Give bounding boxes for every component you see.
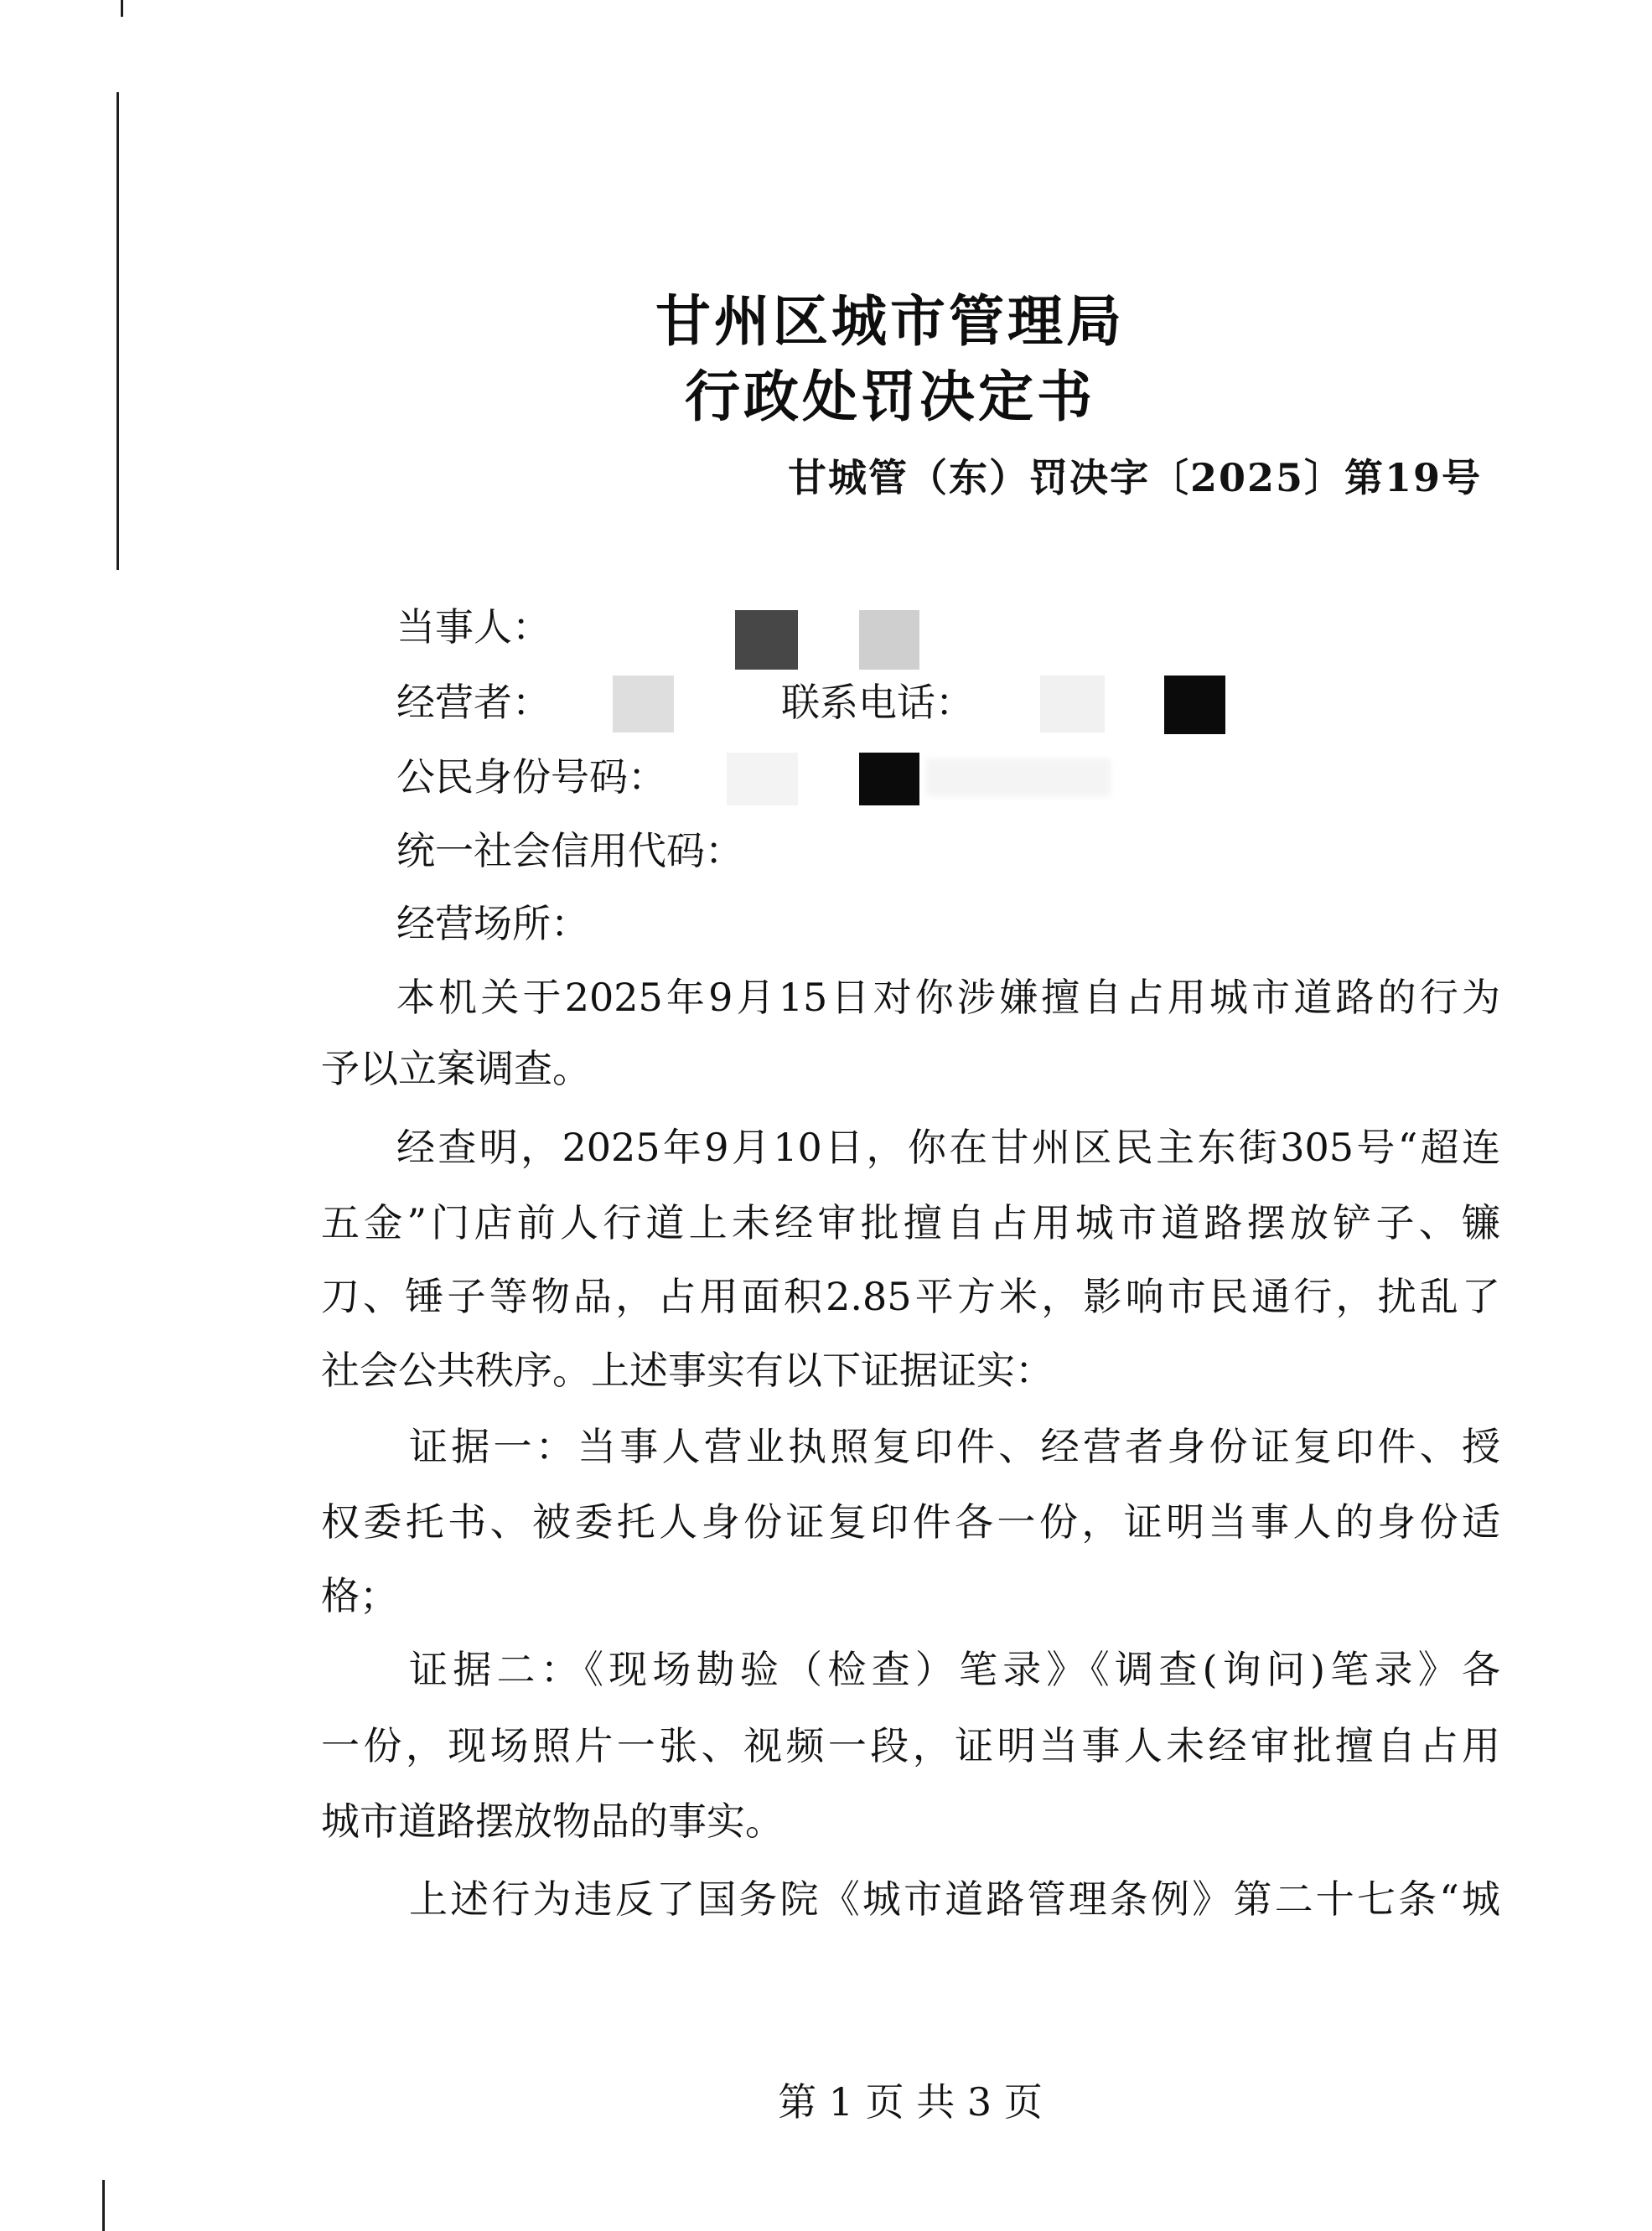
phone-label: 联系电话： — [781, 680, 974, 725]
scan-edge-line-left — [117, 92, 119, 570]
redaction-block-operator — [613, 676, 674, 732]
evidence-2-line: 城市道路摆放物品的事实。 — [321, 1799, 784, 1844]
operator-label: 经营者： — [396, 680, 551, 725]
premises-label: 经营场所： — [396, 901, 589, 946]
findings-line: 刀、锤子等物品，占用面积2.85平方米，影响市民通行，扰乱了 — [321, 1274, 1500, 1319]
redaction-block-party-2 — [859, 610, 919, 670]
redaction-blur-id — [926, 758, 1111, 796]
citizen-id-label: 公民身份号码： — [396, 754, 666, 800]
redaction-block-party-1 — [735, 610, 798, 670]
page-indicator: 第 1 页 共 3 页 — [778, 2079, 1043, 2125]
evidence-2-line: 一份，现场照片一张、视频一段，证明当事人未经审批擅自占用 — [321, 1723, 1500, 1768]
evidence-1-line: 证据一：当事人营业执照复印件、经营者身份证复印件、授 — [409, 1424, 1500, 1469]
redaction-block-id-2 — [859, 753, 919, 805]
case-filing-line: 予以立案调查。 — [321, 1046, 591, 1091]
case-filing-line: 本机关于2025年9月15日对你涉嫌擅自占用城市道路的行为 — [396, 975, 1500, 1020]
evidence-2-line: 证据二：《现场勘验（检查）笔录》《调查(询问)笔录》各 — [409, 1647, 1500, 1692]
redaction-block-phone-1 — [1040, 676, 1105, 732]
scan-edge-line-top — [121, 0, 123, 17]
credit-code-label: 统一社会信用代码： — [396, 828, 743, 873]
document-type-title: 行政处罚决定书 — [685, 364, 1095, 429]
scan-edge-line-bottom — [102, 2180, 105, 2231]
redaction-block-id-1 — [727, 753, 798, 805]
findings-line: 社会公共秩序。上述事实有以下证据证实： — [321, 1348, 1054, 1393]
evidence-1-line: 权委托书、被委托人身份证复印件各一份，证明当事人的身份适 — [321, 1499, 1500, 1545]
findings-line: 五金”门店前人行道上未经审批擅自占用城市道路摆放铲子、镰 — [321, 1200, 1500, 1245]
redaction-block-phone-2 — [1164, 676, 1225, 734]
findings-line: 经查明，2025年9月10日，你在甘州区民主东街305号“超连 — [396, 1125, 1500, 1170]
party-label: 当事人： — [396, 604, 551, 650]
evidence-1-line: 格； — [321, 1573, 398, 1618]
issuing-organization: 甘州区城市管理局 — [655, 288, 1125, 354]
violation-line: 上述行为违反了国务院《城市道路管理条例》第二十七条“城 — [409, 1876, 1500, 1922]
document-number: 甘城管（东）罚决字〔2025〕第19号 — [787, 455, 1482, 500]
